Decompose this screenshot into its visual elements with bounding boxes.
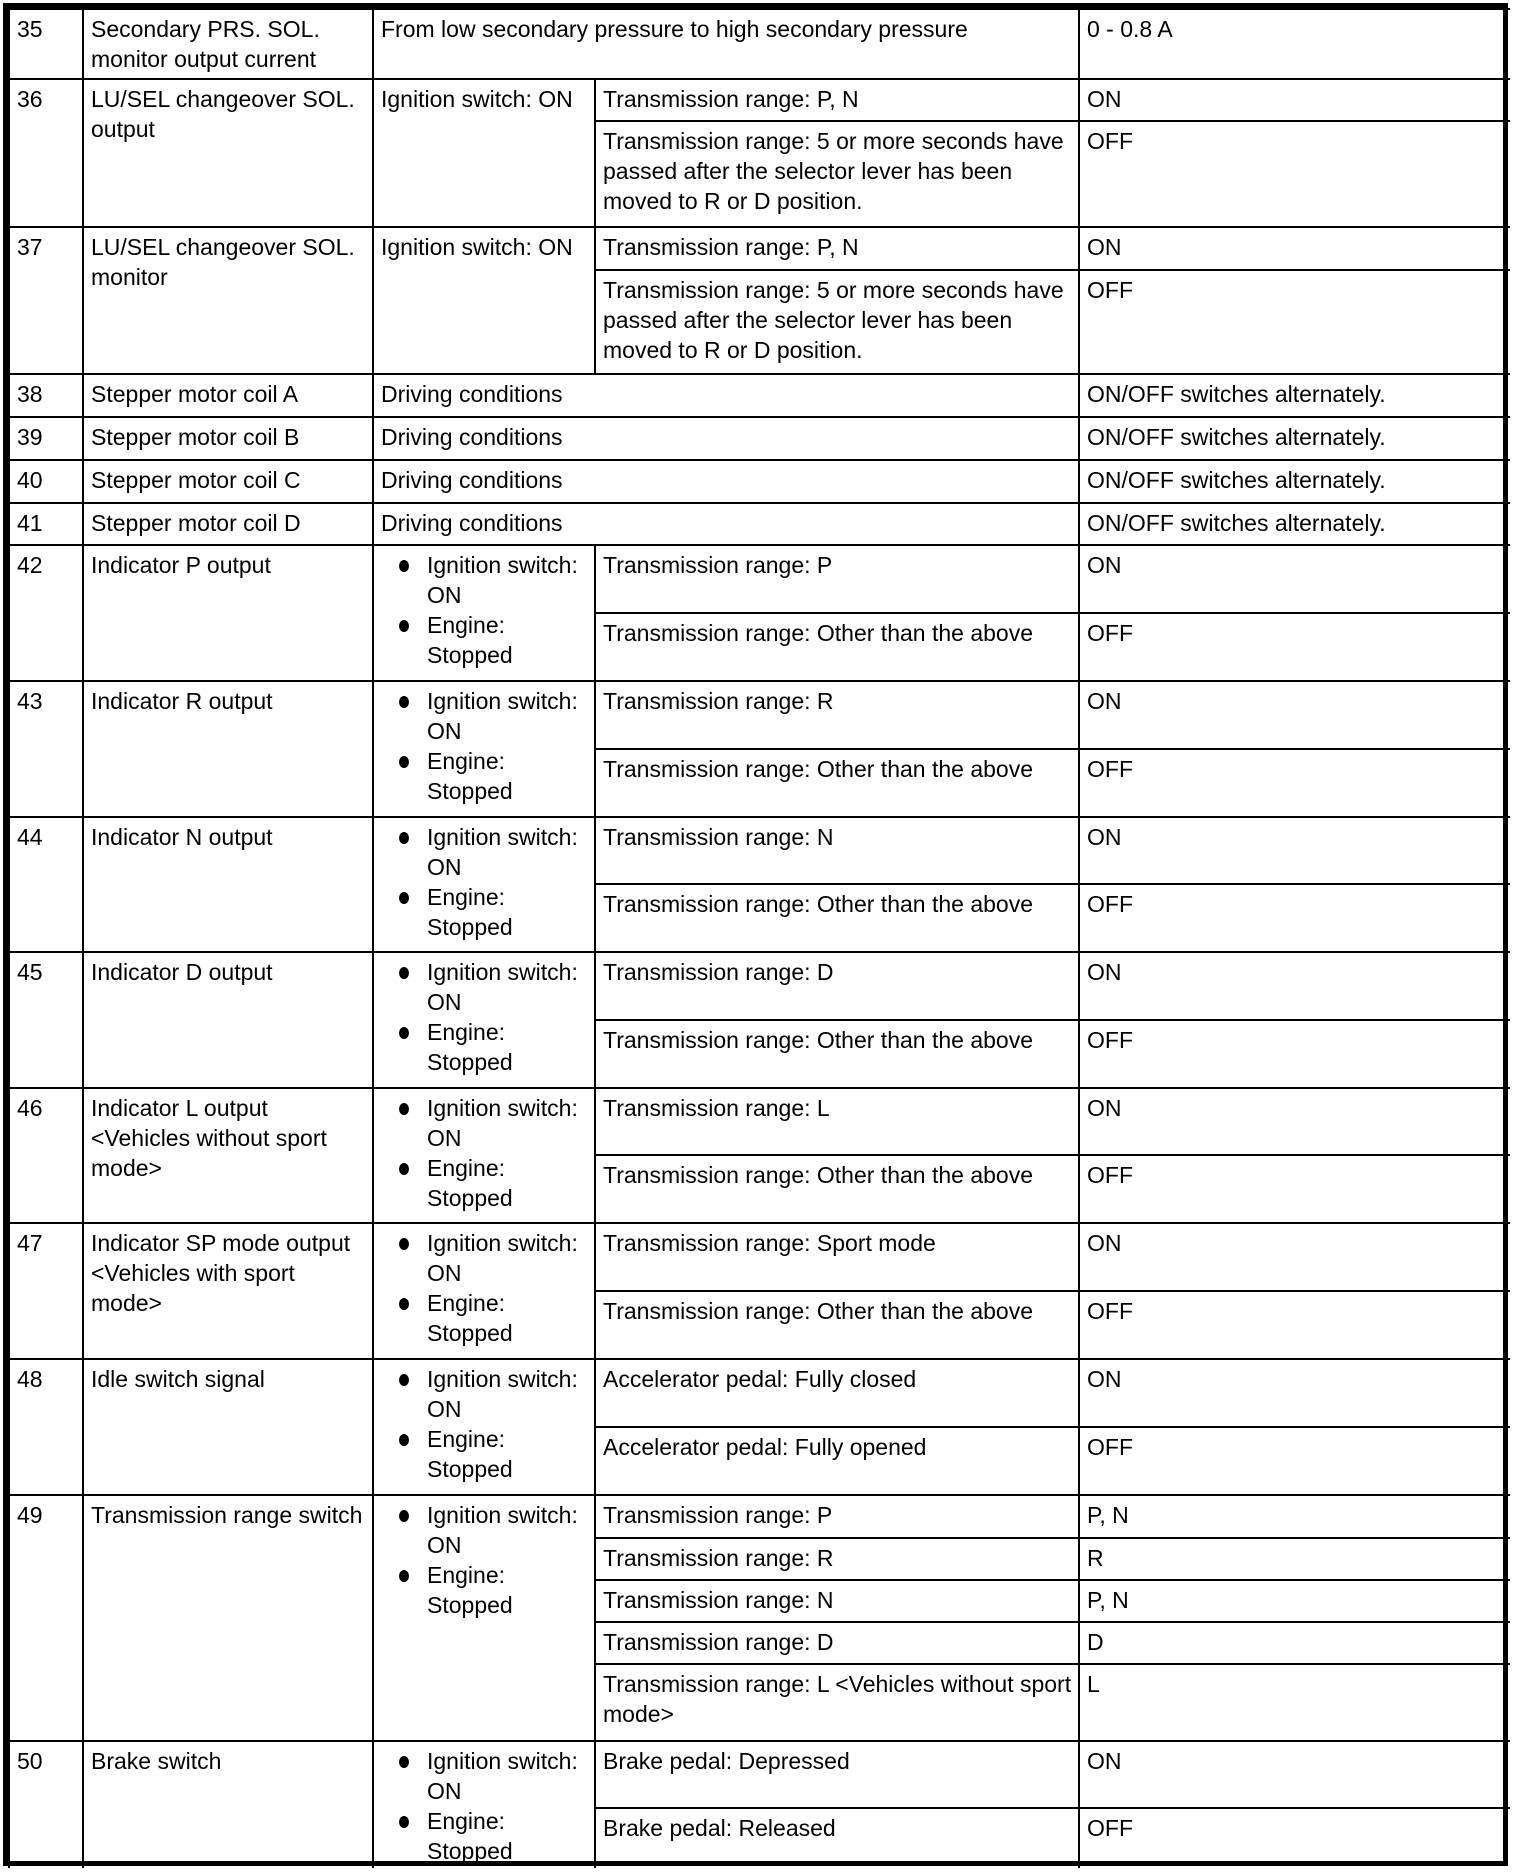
sub-condition: Accelerator pedal: Fully closed: [594, 1358, 1080, 1428]
condition-bullet-list: [381, 1364, 590, 1484]
condition-bullet: Ignition switch: ON: [381, 1093, 590, 1153]
condition: From low secondary pressure to high secondary pressure: [372, 8, 1080, 80]
value: ON: [1078, 78, 1510, 122]
monitor-item: Indicator L output <Vehicles without sport mode>: [82, 1087, 374, 1224]
sub-condition: Transmission range: Other than the above: [594, 883, 1080, 953]
condition-bullet-list: [381, 686, 590, 806]
row-number: 35: [8, 8, 84, 80]
value: L: [1078, 1663, 1510, 1742]
monitor-item: Indicator P output: [82, 544, 374, 682]
sub-condition: Transmission range: N: [594, 1579, 1080, 1623]
value: ON: [1078, 544, 1510, 614]
value: ON: [1078, 680, 1510, 750]
condition-bullet: Ignition switch: ON: [381, 550, 590, 610]
row-number: 49: [8, 1494, 84, 1742]
condition-group: [372, 1494, 596, 1742]
value: P, N: [1078, 1579, 1510, 1623]
monitor-item: Idle switch signal: [82, 1358, 374, 1496]
condition-bullet: Engine: Stopped: [381, 1153, 590, 1213]
row-number: 41: [8, 502, 84, 546]
value: D: [1078, 1621, 1510, 1665]
condition-group: [372, 951, 596, 1089]
monitor-item: Indicator D output: [82, 951, 374, 1089]
condition-group: [372, 1087, 596, 1224]
monitor-item: Brake switch: [82, 1740, 374, 1868]
sub-condition: Transmission range: P: [594, 1494, 1080, 1539]
monitor-item: Stepper motor coil C: [82, 459, 374, 504]
row-number: 47: [8, 1222, 84, 1360]
condition-bullet-list: [381, 1500, 590, 1620]
sub-condition: Transmission range: 5 or more seconds have passed after the selector lever has been moved to R or D position.: [594, 120, 1080, 228]
sub-condition: Transmission range: P, N: [594, 78, 1080, 122]
row-number: 39: [8, 416, 84, 461]
condition: Driving conditions: [372, 502, 1080, 546]
condition-bullet: Engine: Stopped: [381, 1017, 590, 1077]
value: ON: [1078, 1358, 1510, 1428]
sub-condition: Transmission range: Sport mode: [594, 1222, 1080, 1292]
sub-condition: Brake pedal: Released: [594, 1807, 1080, 1868]
condition: Driving conditions: [372, 373, 1080, 418]
condition-bullet-list: [381, 550, 590, 670]
value: ON: [1078, 1740, 1510, 1809]
monitor-item: Stepper motor coil B: [82, 416, 374, 461]
sub-condition: Transmission range: P, N: [594, 226, 1080, 271]
value: OFF: [1078, 1426, 1510, 1496]
monitor-item: LU/SEL changeover SOL. monitor: [82, 226, 374, 375]
value: OFF: [1078, 1154, 1510, 1224]
value: OFF: [1078, 883, 1510, 953]
condition-bullet: Ignition switch: ON: [381, 1364, 590, 1424]
condition-bullet: Engine: Stopped: [381, 1424, 590, 1484]
value: OFF: [1078, 612, 1510, 682]
condition-bullet: Engine: Stopped: [381, 746, 590, 806]
row-number: 43: [8, 680, 84, 818]
value: OFF: [1078, 269, 1510, 375]
row-number: 38: [8, 373, 84, 418]
condition-bullet: Engine: Stopped: [381, 1288, 590, 1348]
condition-bullet: Ignition switch: ON: [381, 1228, 590, 1288]
value: ON/OFF switches alternately.: [1078, 502, 1510, 546]
row-number: 46: [8, 1087, 84, 1224]
value: OFF: [1078, 1290, 1510, 1360]
value: ON: [1078, 816, 1510, 885]
value: OFF: [1078, 1019, 1510, 1089]
condition-bullet-list: [381, 1228, 590, 1348]
monitor-item: Indicator R output: [82, 680, 374, 818]
condition-bullet: Ignition switch: ON: [381, 1746, 590, 1806]
condition-group: [372, 544, 596, 682]
sub-condition: Transmission range: 5 or more seconds have passed after the selector lever has been moved to R or D position.: [594, 269, 1080, 375]
condition-bullet: Engine: Stopped: [381, 610, 590, 670]
condition-bullet: Ignition switch: ON: [381, 1500, 590, 1560]
row-number: 44: [8, 816, 84, 953]
value: ON: [1078, 226, 1510, 271]
sub-condition: Transmission range: D: [594, 951, 1080, 1021]
sub-condition: Transmission range: R: [594, 680, 1080, 750]
value: OFF: [1078, 120, 1510, 228]
value: ON: [1078, 1222, 1510, 1292]
sub-condition: Transmission range: Other than the above: [594, 748, 1080, 818]
value: ON/OFF switches alternately.: [1078, 416, 1510, 461]
value: 0 - 0.8 A: [1078, 8, 1510, 80]
condition-bullet: Engine: Stopped: [381, 1560, 590, 1620]
row-number: 36: [8, 78, 84, 228]
sub-condition: Transmission range: L: [594, 1087, 1080, 1156]
value: ON/OFF switches alternately.: [1078, 373, 1510, 418]
sub-condition: Accelerator pedal: Fully opened: [594, 1426, 1080, 1496]
condition: Driving conditions: [372, 459, 1080, 504]
sub-condition: Brake pedal: Depressed: [594, 1740, 1080, 1809]
monitor-item: Stepper motor coil D: [82, 502, 374, 546]
value: P, N: [1078, 1494, 1510, 1539]
condition-bullet: Engine: Stopped: [381, 1806, 590, 1866]
sub-condition: Transmission range: N: [594, 816, 1080, 885]
value: ON/OFF switches alternately.: [1078, 459, 1510, 504]
monitor-item: Indicator N output: [82, 816, 374, 953]
row-number: 50: [8, 1740, 84, 1868]
condition-bullet: Ignition switch: ON: [381, 686, 590, 746]
condition-group: [372, 816, 596, 953]
row-number: 37: [8, 226, 84, 375]
sub-condition: Transmission range: L <Vehicles without sport mode>: [594, 1663, 1080, 1742]
monitor-item: Secondary PRS. SOL. monitor output current: [82, 8, 374, 80]
condition-bullet: Ignition switch: ON: [381, 957, 590, 1017]
condition-bullet-list: [381, 957, 590, 1077]
condition-bullet-list: [381, 1093, 590, 1213]
sub-condition: Transmission range: Other than the above: [594, 612, 1080, 682]
row-number: 42: [8, 544, 84, 682]
monitor-item: Transmission range switch: [82, 1494, 374, 1742]
condition-bullet: Engine: Stopped: [381, 882, 590, 942]
monitor-item: LU/SEL changeover SOL. output: [82, 78, 374, 228]
condition-bullet-list: [381, 1746, 590, 1866]
sub-condition: Transmission range: Other than the above: [594, 1154, 1080, 1224]
condition-group: [372, 1358, 596, 1496]
condition-bullet: Ignition switch: ON: [381, 822, 590, 882]
condition-group: [372, 680, 596, 818]
condition-bullet-list: [381, 822, 590, 942]
sub-condition: Transmission range: P: [594, 544, 1080, 614]
sub-condition: Transmission range: R: [594, 1537, 1080, 1581]
monitor-item: Stepper motor coil A: [82, 373, 374, 418]
sub-condition: Transmission range: Other than the above: [594, 1019, 1080, 1089]
condition-group: Ignition switch: ON: [372, 226, 596, 375]
row-number: 45: [8, 951, 84, 1089]
condition-group: Ignition switch: ON: [372, 78, 596, 228]
monitor-item: Indicator SP mode output <Vehicles with sport mode>: [82, 1222, 374, 1360]
value: ON: [1078, 1087, 1510, 1156]
value: OFF: [1078, 748, 1510, 818]
row-number: 40: [8, 459, 84, 504]
row-number: 48: [8, 1358, 84, 1496]
value: ON: [1078, 951, 1510, 1021]
condition-group: [372, 1740, 596, 1868]
sub-condition: Transmission range: Other than the above: [594, 1290, 1080, 1360]
condition: Driving conditions: [372, 416, 1080, 461]
sub-condition: Transmission range: D: [594, 1621, 1080, 1665]
value: OFF: [1078, 1807, 1510, 1868]
value: R: [1078, 1537, 1510, 1581]
condition-group: [372, 1222, 596, 1360]
